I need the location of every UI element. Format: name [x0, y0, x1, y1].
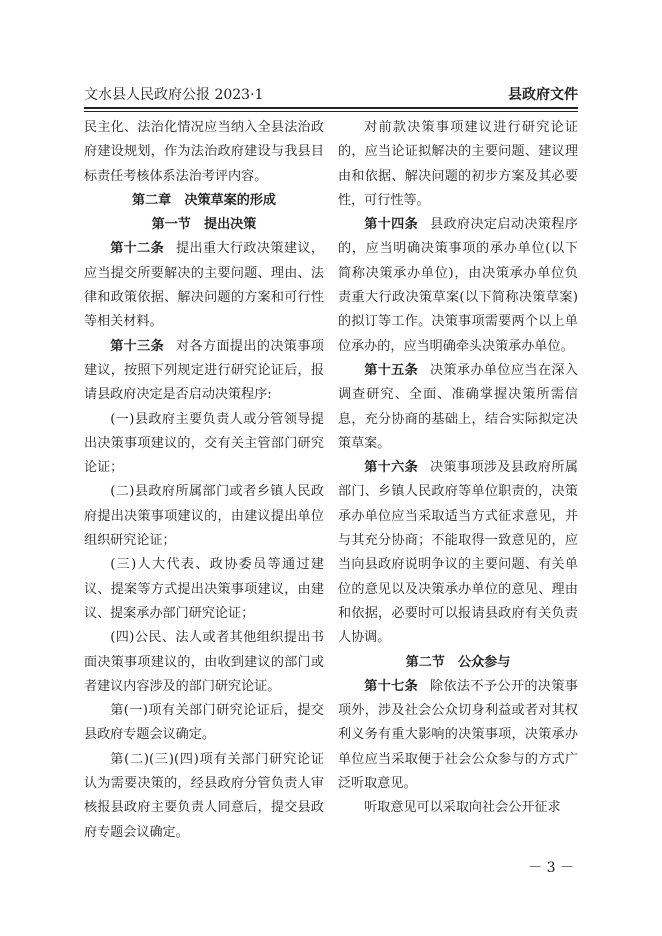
list-item: (四)公民、法人或者其他组织提出书面决策事项建议的，由收到建议的部门或者建议内容涉及的部门研究论证。: [84, 630, 324, 694]
section-label: 县政府文件: [508, 87, 578, 103]
running-header: [84, 84, 578, 106]
list-item: (三)人大代表、政协委员等通过建议、提案等方式提出决策事项建议，由建议、提案承办部门研究论证；: [84, 557, 324, 621]
article-text: 对各方面提出的决策事项建议，按照下列规定进行研究论证后，报请县政府决定是否启动决策程序:: [84, 338, 325, 403]
article-12: [84, 237, 324, 334]
paragraph: 第(二)(三)(四)项有关部门研究论证认为需要决策的，经县政府分管负责人审核报县政府主要负责人同意后，提交县政府专题会议确定。: [84, 751, 324, 840]
article-14: [338, 213, 578, 359]
publication-title: 文水县人民政府公报 2023·1: [84, 87, 264, 103]
list-item: (一)县政府主要负责人或分管领导提出决策事项建议的，交有关主管部门研究论证；: [84, 411, 324, 476]
chapter-title: 第二章 决策草案的形成: [131, 192, 277, 208]
article-13: [84, 335, 324, 408]
article-15: [338, 359, 578, 456]
page-number: － 3 －: [528, 860, 574, 876]
article-label: 第十三条: [110, 338, 165, 354]
list-item: (二)县政府所属部门或者乡镇人民政府提出决策事项建议的，由建议提出单位组织研究论证；: [84, 484, 324, 549]
paragraph: 民主化、法治化情况应当纳入全县法治政府建设规划，作为法治政府建设与我县目标责任考核体系法治考评内容。: [84, 120, 324, 184]
right-column: [338, 116, 578, 821]
article-label: 第十二条: [110, 241, 165, 257]
paragraph: 听取意见可以采取向社会公开征求: [364, 800, 561, 816]
paragraph: 对前款决策事项建议进行研究论证的，应当论证拟解决的主要问题、建议理由和依据、解决问题的初步方案及其必要性，可行性等。: [338, 120, 578, 208]
header-rule-thick: [84, 107, 578, 109]
article-label: 第十四条: [364, 217, 419, 233]
header-rule-thin: [84, 111, 578, 112]
article-17: [338, 675, 578, 796]
left-column: [84, 116, 324, 845]
section-title: 第一节 提出决策: [151, 217, 257, 233]
paragraph: 第(一)项有关部门研究论证后，提交县政府专题会议确定。: [84, 703, 324, 743]
article-label: 第十六条: [364, 460, 419, 476]
article-text: 决策承办单位应当在深入调查研究、全面、准确掌握决策所需信息，充分协商的基础上，结合实际拟定决策草案。: [338, 362, 579, 451]
article-text: 决策事项涉及县政府所属部门、乡镇人民政府等单位职责的，决策承办单位应当采取适当方式征求意见，并与其充分协商；不能取得一致意见的，应当向县政府说明争议的主要问题、有关单位的意见以及决策承办单位的意见、理由和依据，必要时可以报请县政府有关负责人协调。: [338, 460, 579, 646]
article-label: 第十七条: [364, 678, 419, 694]
article-text: 提出重大行政决策建议，应当提交所要解决的主要问题、理由、法律和政策依据、解决问题的方案和可行性等相关材料。: [84, 241, 325, 330]
article-text: 县政府决定启动决策程序的，应当明确决策事项的承办单位(以下简称决策承办单位)，由决策承办单位负责重大行政决策草案(以下简称决策草案)的拟订等工作。决策事项需要两个以上单位承办的，应当明确牵头决策承办单位。: [338, 217, 579, 354]
article-label: 第十五条: [364, 362, 419, 378]
section-title: 第二节 公众参与: [405, 654, 511, 670]
article-text: 除依法不予公开的决策事项外，涉及社会公众切身利益或者对其权利义务有重大影响的决策事项，决策承办单位应当采取便于社会公众参与的方式广泛听取意见。: [338, 678, 579, 792]
article-16: [338, 456, 578, 650]
